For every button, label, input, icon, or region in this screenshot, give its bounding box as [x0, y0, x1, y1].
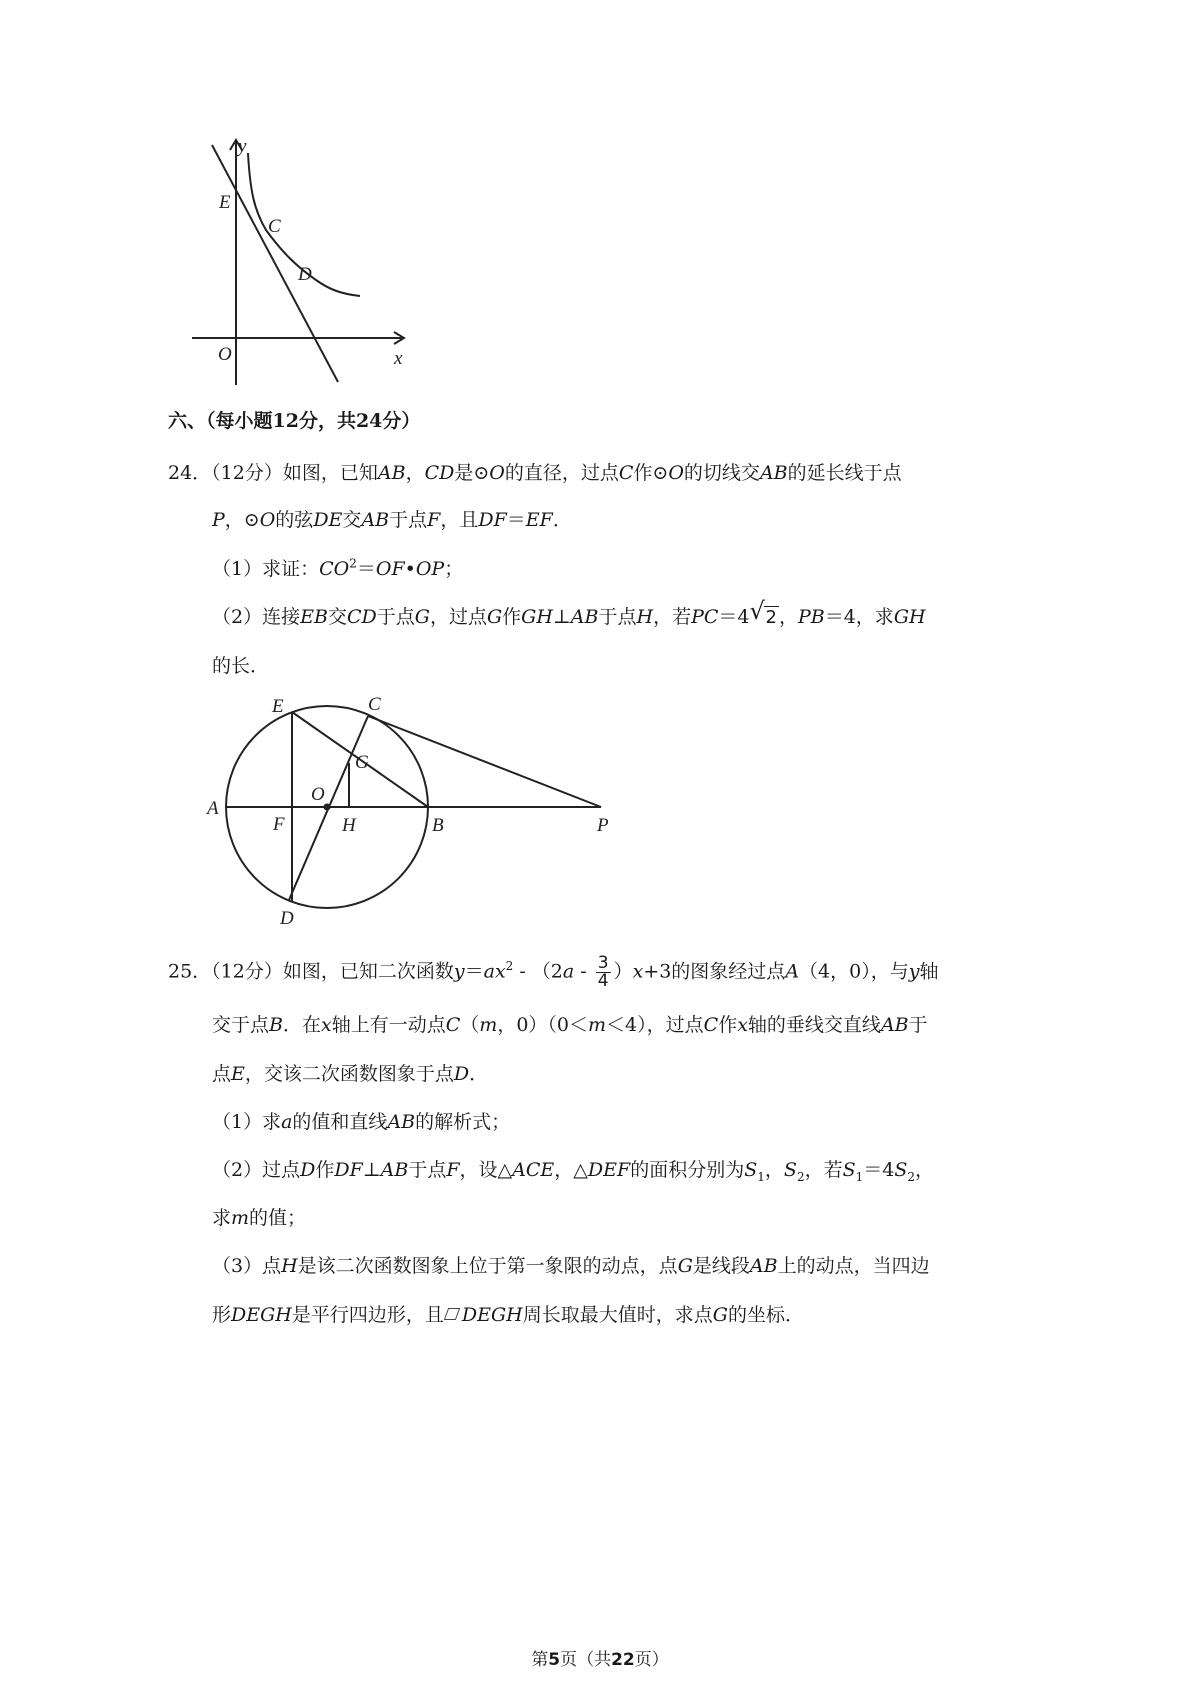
- label-x: x: [394, 348, 403, 369]
- sqrt-2: √ 2: [749, 597, 777, 628]
- label-E: E: [219, 192, 231, 213]
- label-C: C: [268, 216, 281, 237]
- fraction-3-4: $\frac{3}{4}$: [597, 953, 609, 991]
- q25-part2: （2）过点D作DF⊥AB于点F，设△ACE，△DEF的面积分别为$S_1$，$S_2$，若$S_1=4S_2$，: [212, 1159, 935, 1184]
- figure-q24-circle: [205, 690, 625, 930]
- q24-part1: （1）求证：$CO^2=OF•OP$；: [212, 556, 464, 580]
- q25-line2: 交于点B．在x轴上有一动点C（m，0）（0＜m＜4），过点C作x轴的垂线交直线AB于: [212, 1014, 928, 1036]
- q25-part3-line2: 形DEGH是平行四边形，且 DEGH周长取最大值时，求点G的坐标．: [212, 1304, 804, 1326]
- q24-part2-line2: 的长．: [212, 655, 270, 677]
- label-H: H: [342, 815, 356, 836]
- q24-line2: P，⊙O的弦DE交AB于点F，且DF＝EF．: [212, 509, 572, 531]
- q25-part2-line2: 求m的值；: [212, 1207, 307, 1229]
- page-number: 5: [548, 1650, 561, 1670]
- label-G: G: [355, 752, 369, 773]
- label-E: E: [272, 696, 284, 717]
- label-O: O: [311, 784, 325, 805]
- q25-part1: （1）求a的值和直线AB的解析式；: [212, 1111, 511, 1133]
- label-A: A: [207, 798, 219, 819]
- q25-line3: 点E，交该二次函数图象于点D．: [212, 1063, 489, 1085]
- label-C: C: [368, 694, 381, 715]
- label-D: D: [298, 264, 312, 285]
- page-footer: 第5页（共22页）: [531, 1650, 669, 1670]
- parallelogram-icon: [444, 1308, 460, 1320]
- figure-q23-graph: [190, 130, 430, 390]
- line-CP: [368, 716, 601, 807]
- q25-line1: 25．（12分）如图，已知二次函数$y=ax^2 - (2a$ - $\frac{3}{4}$ ）x+3的图象经过点A（4，0），与y轴: [168, 953, 939, 991]
- total-pages: 22: [611, 1650, 635, 1670]
- label-y: y: [238, 136, 247, 157]
- q24-line1: 24．（12分）如图，已知AB，CD是⊙O的直径，过点C作⊙O的切线交AB的延长线于点: [168, 462, 902, 484]
- label-F: F: [273, 814, 285, 835]
- label-D: D: [280, 908, 294, 929]
- label-P: P: [597, 815, 609, 836]
- label-O: O: [218, 344, 232, 365]
- q24-part2: （2）连接EB交CD于点G，过点G作GH⊥AB于点H，若PC＝4 √ 2 ，PB＝4，求GH: [212, 604, 926, 631]
- q25-part3: （3）点H是该二次函数图象上位于第一象限的动点，点G是线段AB上的动点，当四边: [212, 1255, 930, 1277]
- section-heading: 六、（每小题12分，共24分）: [168, 410, 421, 432]
- label-B: B: [432, 815, 444, 836]
